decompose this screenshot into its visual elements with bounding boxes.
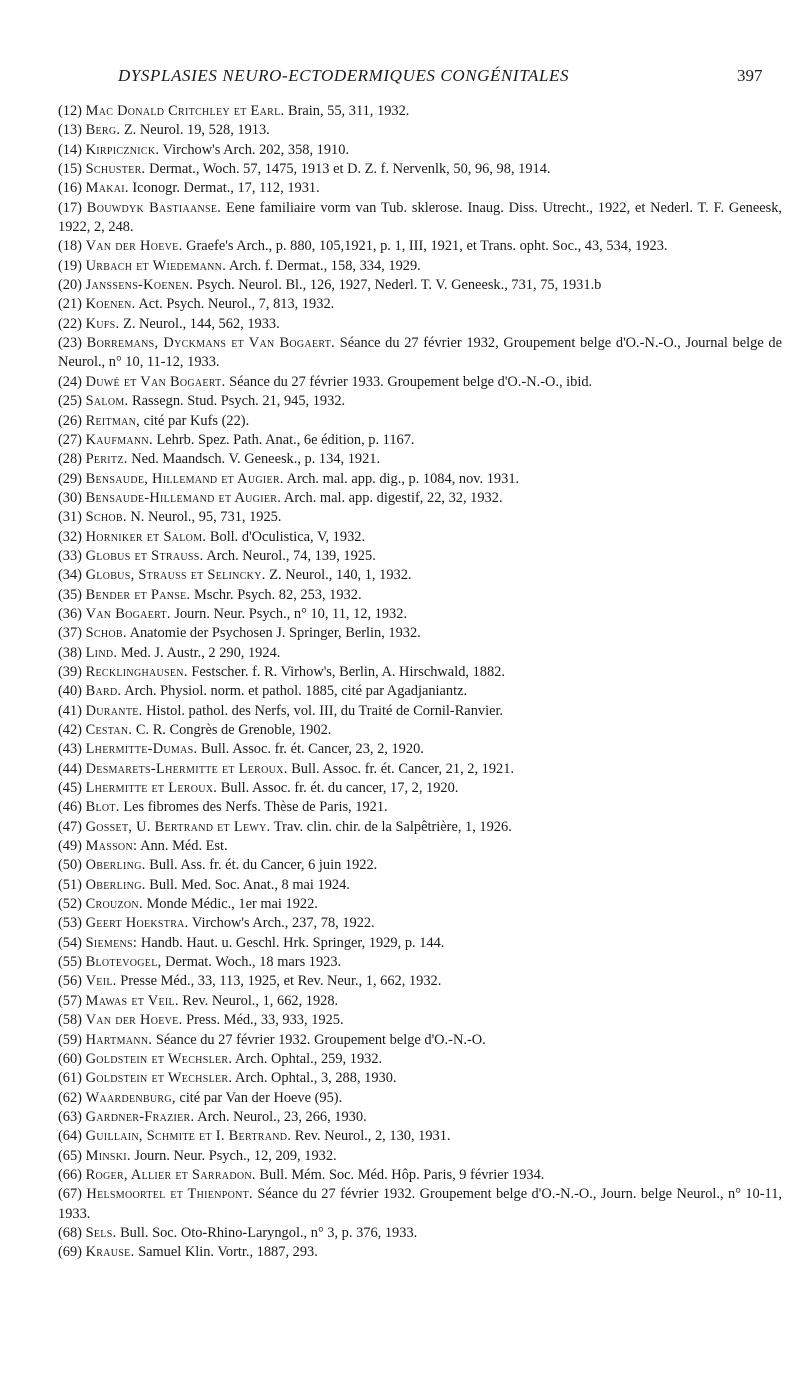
- reference-number: (57): [58, 992, 82, 1009]
- reference-number: (65): [58, 1147, 82, 1164]
- reference-entry: [58, 624, 782, 643]
- reference-number: (67): [58, 1186, 82, 1203]
- reference-citation: Anatomie der Psychosen J. Springer, Berlin, 1932.: [126, 625, 421, 642]
- reference-authors: Schuster.: [85, 161, 146, 178]
- reference-citation: Med. J. Austr., 2 290, 1924.: [117, 644, 281, 661]
- reference-number: (40): [58, 683, 82, 700]
- reference-entry: [58, 566, 782, 585]
- reference-citation: Rev. Neurol., 2, 130, 1931.: [291, 1128, 451, 1145]
- reference-citation: Handb. Haut. u. Geschl. Hrk. Springer, 1929, p. 144.: [137, 934, 445, 951]
- reference-number: (30): [58, 489, 82, 506]
- reference-citation: Presse Méd., 33, 113, 1925, et Rev. Neur., 1, 662, 1932.: [116, 973, 442, 990]
- reference-authors: Bouwdyk Bastiaanse.: [86, 199, 222, 216]
- reference-citation: Festscher. f. R. Virhow's, Berlin, A. Hirschwald, 1882.: [187, 663, 505, 680]
- reference-entry: [58, 760, 782, 779]
- reference-entry: [58, 1089, 782, 1108]
- reference-number: (37): [58, 625, 82, 642]
- reference-number: (62): [58, 1089, 82, 1106]
- reference-entry: [58, 373, 782, 392]
- reference-number: (50): [58, 857, 82, 874]
- reference-authors: Van der Hoeve.: [85, 1012, 183, 1029]
- reference-number: (28): [58, 451, 82, 468]
- reference-citation: Samuel Klin. Vortr., 1887, 293.: [134, 1244, 318, 1261]
- reference-citation: Ned. Maandsch. V. Geneesk., p. 134, 1921.: [127, 451, 381, 468]
- reference-authors: Duwé et Van Bogaert.: [85, 373, 226, 390]
- reference-number: (16): [58, 180, 82, 197]
- reference-number: (18): [58, 238, 82, 255]
- reference-entry: [58, 1166, 782, 1185]
- reference-citation: Boll. d'Oculistica, V, 1932.: [206, 528, 366, 545]
- reference-number: (61): [58, 1070, 82, 1087]
- reference-number: (12): [58, 103, 82, 119]
- running-header: [0, 66, 800, 90]
- reference-citation: Arch. mal. app. digestif, 22, 32, 1932.: [281, 489, 503, 506]
- reference-entry: [58, 876, 782, 895]
- reference-number: (43): [58, 741, 82, 758]
- reference-citation: cité par Kufs (22).: [140, 412, 250, 429]
- reference-entry: [58, 721, 782, 740]
- reference-number: (69): [58, 1244, 82, 1261]
- reference-number: (49): [58, 838, 82, 855]
- reference-citation: Iconogr. Dermat., 17, 112, 1931.: [128, 180, 320, 197]
- reference-authors: Minski.: [85, 1147, 131, 1164]
- reference-authors: Roger, Allier et Sarradon.: [85, 1166, 256, 1183]
- reference-authors: Veil.: [85, 973, 117, 990]
- reference-authors: Schob.: [85, 509, 127, 526]
- reference-authors: Guillain, Schmite et I. Bertrand.: [85, 1128, 292, 1145]
- reference-citation: Arch. f. Dermat., 158, 334, 1929.: [226, 257, 421, 274]
- reference-authors: Salom.: [85, 393, 129, 410]
- reference-authors: Mac Donald Critchley et Earl.: [85, 103, 285, 119]
- reference-authors: Durante.: [85, 702, 143, 719]
- reference-citation: Rev. Neurol., 1, 662, 1928.: [178, 992, 339, 1009]
- reference-citation: Eene familiaire vorm van Tub. sklerose. Inaug. Diss. Utrecht., 1922, et Nederl. T. F. Geneesk, 1922, 2, 248.: [58, 199, 782, 236]
- reference-number: (51): [58, 876, 82, 893]
- reference-number: (45): [58, 780, 82, 797]
- reference-citation: Séance du 27 février 1932. Groupement belge d'O.-N.-O.: [152, 1031, 486, 1048]
- reference-authors: Peritz.: [85, 451, 128, 468]
- reference-entry: [58, 489, 782, 508]
- reference-number: (58): [58, 1012, 82, 1029]
- reference-authors: Van der Hoeve.: [85, 238, 183, 255]
- reference-citation: Virchow's Arch. 202, 358, 1910.: [159, 141, 350, 158]
- reference-number: (33): [58, 547, 82, 564]
- reference-citation: Act. Psych. Neurol., 7, 813, 1932.: [135, 296, 335, 313]
- page-number: 397: [737, 66, 763, 85]
- reference-authors: Kirpicznick.: [85, 141, 160, 158]
- reference-authors: Reitman,: [85, 412, 141, 429]
- reference-number: (59): [58, 1031, 82, 1048]
- reference-authors: Globus et Strauss.: [85, 547, 204, 564]
- running-title: DYSPLASIES NEURO-ECTODERMIQUES CONGÉNITALES: [118, 66, 570, 85]
- reference-entry: [58, 1224, 782, 1243]
- reference-authors: Borremans, Dyckmans et Van Bogaert.: [86, 335, 336, 352]
- reference-authors: Blot.: [85, 799, 120, 816]
- reference-citation: Dermat. Woch., 18 mars 1923.: [161, 954, 342, 971]
- reference-citation: Arch. Neurol., 23, 266, 1930.: [194, 1108, 367, 1125]
- reference-authors: Makai.: [85, 180, 129, 197]
- reference-authors: Krause.: [85, 1244, 135, 1261]
- reference-authors: Bensaude-Hillemand et Augier.: [85, 489, 282, 506]
- reference-entry: [58, 179, 782, 198]
- reference-number: (41): [58, 702, 82, 719]
- reference-citation: Brain, 55, 311, 1932.: [284, 103, 410, 119]
- reference-entry: [58, 528, 782, 547]
- reference-number: (31): [58, 509, 82, 526]
- reference-citation: Arch. Ophtal., 3, 288, 1930.: [232, 1070, 397, 1087]
- reference-citation: Bull. Assoc. fr. ét. du cancer, 17, 2, 1920.: [217, 780, 459, 797]
- reference-entry: [58, 1031, 782, 1050]
- reference-entry: [58, 315, 782, 334]
- reference-entry: [58, 392, 782, 411]
- reference-citation: Bull. Mém. Soc. Méd. Hôp. Paris, 9 février 1934.: [255, 1166, 545, 1183]
- reference-authors: Goldstein et Wechsler.: [85, 1070, 233, 1087]
- reference-number: (21): [58, 296, 82, 313]
- reference-entry: [58, 1185, 782, 1224]
- reference-entry: [58, 1243, 782, 1262]
- reference-authors: Masson:: [85, 838, 138, 855]
- reference-citation: Arch. mal. app. dig., p. 1084, nov. 1931.: [283, 470, 520, 487]
- reference-number: (63): [58, 1108, 82, 1125]
- reference-number: (17): [58, 199, 82, 216]
- reference-entry: [58, 934, 782, 953]
- reference-authors: Lhermitte-Dumas.: [85, 741, 198, 758]
- reference-citation: Bull. Assoc. fr. ét. Cancer, 23, 2, 1920.: [197, 741, 424, 758]
- reference-entry: [58, 1069, 782, 1088]
- reference-number: (52): [58, 896, 82, 913]
- reference-authors: Helsmoortel et Thienpont.: [86, 1186, 253, 1203]
- reference-authors: Janssens-Koenen.: [85, 277, 194, 294]
- reference-citation: cité par Van der Hoeve (95).: [175, 1089, 343, 1106]
- reference-citation: Press. Méd., 33, 933, 1925.: [182, 1012, 344, 1029]
- reference-authors: Berg.: [85, 122, 121, 139]
- reference-authors: Gosset, U. Bertrand et Lewy.: [85, 818, 271, 835]
- reference-number: (46): [58, 799, 82, 816]
- reference-number: (32): [58, 528, 82, 545]
- reference-number: (25): [58, 393, 82, 410]
- reference-authors: Globus, Strauss et Selincky.: [85, 567, 266, 584]
- reference-entry: [58, 508, 782, 527]
- reference-citation: Les fibromes des Nerfs. Thèse de Paris, 1921.: [119, 799, 388, 816]
- reference-citation: Lehrb. Spez. Path. Anat., 6e édition, p. 1167.: [152, 431, 415, 448]
- reference-number: (34): [58, 567, 82, 584]
- reference-entry: [58, 334, 782, 373]
- reference-citation: Mschr. Psych. 82, 253, 1932.: [190, 586, 362, 603]
- reference-entry: [58, 1108, 782, 1127]
- reference-number: (36): [58, 605, 82, 622]
- reference-number: (27): [58, 431, 82, 448]
- reference-number: (35): [58, 586, 82, 603]
- reference-entry: [58, 1011, 782, 1030]
- reference-entry: [58, 450, 782, 469]
- reference-citation: Trav. clin. chir. de la Salpêtrière, 1, 1926.: [270, 818, 512, 835]
- reference-citation: Dermat., Woch. 57, 1475, 1913 et D. Z. f. Nervenlk, 50, 96, 98, 1914.: [145, 161, 551, 178]
- reference-entry: [58, 470, 782, 489]
- reference-entry: [58, 121, 782, 140]
- reference-entry: [58, 1050, 782, 1069]
- reference-authors: Kaufmann.: [85, 431, 153, 448]
- reference-authors: Urbach et Wiedemann.: [85, 257, 227, 274]
- reference-authors: Bender et Panse.: [85, 586, 191, 603]
- reference-citation: Bull. Soc. Oto-Rhino-Laryngol., n° 3, p. 376, 1933.: [116, 1224, 418, 1241]
- reference-citation: Bull. Assoc. fr. ét. Cancer, 21, 2, 1921.: [287, 760, 515, 777]
- reference-authors: Gardner-Frazier.: [85, 1108, 195, 1125]
- reference-authors: Lhermitte et Leroux.: [85, 780, 218, 797]
- reference-authors: Siemens:: [85, 934, 138, 951]
- reference-authors: Crouzon.: [85, 896, 143, 913]
- reference-authors: Schob.: [85, 625, 127, 642]
- reference-number: (42): [58, 722, 82, 738]
- reference-authors: Koenen.: [85, 296, 136, 313]
- reference-entry: [58, 199, 782, 238]
- reference-entry: [58, 412, 782, 431]
- reference-entry: [58, 798, 782, 817]
- reference-entry: [58, 779, 782, 798]
- reference-entry: [58, 605, 782, 624]
- reference-entry: [58, 586, 782, 605]
- reference-citation: Virchow's Arch., 237, 78, 1922.: [188, 915, 375, 932]
- reference-entry: [58, 702, 782, 721]
- reference-citation: Séance du 27 février 1932, Groupement belge d'O.-N.-O., Journal belge de Neurol., n° 10, 11-12, 1933.: [58, 335, 782, 371]
- reference-citation: Graefe's Arch., p. 880, 105,1921, p. 1, III, 1921, et Trans. opht. Soc., 43, 534, 1923.: [182, 238, 668, 255]
- reference-number: (20): [58, 277, 82, 294]
- reference-entry: [58, 1127, 782, 1146]
- reference-authors: Oberling.: [85, 857, 146, 874]
- reference-citation: Séance du 27 février 1932. Groupement belge d'O.-N.-O., Journ. belge Neurol., n° 10-11, 1933.: [58, 1186, 782, 1222]
- reference-authors: Desmarets-Lhermitte et Leroux.: [85, 760, 288, 777]
- reference-authors: Geert Hoekstra.: [85, 915, 189, 932]
- reference-authors: Oberling.: [85, 876, 146, 893]
- reference-citation: Z. Neurol. 19, 528, 1913.: [120, 122, 270, 139]
- reference-entry: [58, 295, 782, 314]
- reference-entry: [58, 895, 782, 914]
- reference-authors: Sels.: [85, 1224, 117, 1241]
- reference-number: (66): [58, 1166, 82, 1183]
- reference-entry: [58, 972, 782, 991]
- reference-entry: [58, 837, 782, 856]
- reference-authors: Lind.: [85, 644, 118, 661]
- reference-number: (60): [58, 1050, 82, 1067]
- reference-citation: Histol. pathol. des Nerfs, vol. III, du Traité de Cornil-Ranvier.: [142, 702, 504, 719]
- reference-authors: Blotevogel,: [85, 954, 162, 971]
- reference-entry: [58, 914, 782, 933]
- reference-entry: [58, 644, 782, 663]
- reference-number: (54): [58, 934, 82, 951]
- reference-entry: [58, 818, 782, 837]
- reference-entry: [58, 856, 782, 875]
- reference-entry: [58, 663, 782, 682]
- reference-entry: [58, 682, 782, 701]
- reference-number: (55): [58, 954, 82, 971]
- reference-entry: [58, 992, 782, 1011]
- reference-number: (29): [58, 470, 82, 487]
- reference-entry: [58, 102, 782, 121]
- reference-number: (14): [58, 141, 82, 158]
- reference-citation: Z. Neurol., 144, 562, 1933.: [119, 315, 280, 332]
- reference-number: (26): [58, 412, 82, 429]
- reference-authors: Cestan.: [85, 722, 133, 738]
- reference-citation: Monde Médic., 1er mai 1922.: [142, 896, 318, 913]
- reference-number: (13): [58, 122, 82, 139]
- reference-number: (19): [58, 257, 82, 274]
- reference-citation: N. Neurol., 95, 731, 1925.: [126, 509, 282, 526]
- reference-number: (15): [58, 161, 82, 178]
- reference-citation: Psych. Neurol. Bl., 126, 1927, Nederl. T. V. Geneesk., 731, 75, 1931.b: [193, 277, 602, 294]
- reference-list: [58, 102, 782, 1263]
- reference-citation: Séance du 27 février 1933. Groupement belge d'O.-N.-O., ibid.: [225, 373, 593, 390]
- reference-authors: Goldstein et Wechsler.: [85, 1050, 233, 1067]
- reference-authors: Van Bogaert.: [85, 605, 171, 622]
- reference-entry: [58, 547, 782, 566]
- reference-authors: Kufs.: [85, 315, 120, 332]
- reference-authors: Waardenburg,: [85, 1089, 176, 1106]
- reference-authors: Recklinghausen.: [85, 663, 188, 680]
- reference-number: (68): [58, 1224, 82, 1241]
- reference-citation: Arch. Ophtal., 259, 1932.: [232, 1050, 383, 1067]
- reference-number: (64): [58, 1128, 82, 1145]
- reference-authors: Bensaude, Hillemand et Augier.: [85, 470, 284, 487]
- reference-entry: [58, 1147, 782, 1166]
- reference-citation: C. R. Congrès de Grenoble, 1902.: [132, 722, 332, 738]
- reference-citation: Arch. Physiol. norm. et pathol. 1885, cité par Agadjaniantz.: [121, 683, 468, 700]
- reference-authors: Bard.: [85, 683, 122, 700]
- reference-entry: [58, 257, 782, 276]
- reference-number: (22): [58, 315, 82, 332]
- reference-citation: Bull. Ass. fr. ét. du Cancer, 6 juin 1922.: [145, 857, 378, 874]
- reference-number: (24): [58, 373, 82, 390]
- reference-citation: Z. Neurol., 140, 1, 1932.: [265, 567, 412, 584]
- reference-citation: Rassegn. Stud. Psych. 21, 945, 1932.: [128, 393, 346, 410]
- reference-citation: Arch. Neurol., 74, 139, 1925.: [203, 547, 376, 564]
- reference-number: (56): [58, 973, 82, 990]
- reference-entry: [58, 237, 782, 256]
- reference-citation: Ann. Méd. Est.: [137, 838, 228, 855]
- reference-authors: Hartmann.: [85, 1031, 153, 1048]
- reference-citation: Bull. Med. Soc. Anat., 8 mai 1924.: [145, 876, 350, 893]
- reference-number: (39): [58, 663, 82, 680]
- reference-citation: Journ. Neur. Psych., n° 10, 11, 12, 1932.: [170, 605, 408, 622]
- reference-authors: Mawas et Veil.: [85, 992, 179, 1009]
- reference-authors: Horniker et Salom.: [85, 528, 207, 545]
- reference-entry: [58, 276, 782, 295]
- reference-entry: [58, 141, 782, 160]
- reference-entry: [58, 431, 782, 450]
- reference-number: (38): [58, 644, 82, 661]
- reference-number: (44): [58, 760, 82, 777]
- reference-entry: [58, 740, 782, 759]
- reference-entry: [58, 953, 782, 972]
- reference-number: (23): [58, 335, 82, 352]
- reference-number: (53): [58, 915, 82, 932]
- reference-citation: Journ. Neur. Psych., 12, 209, 1932.: [130, 1147, 337, 1164]
- reference-entry: [58, 160, 782, 179]
- reference-number: (47): [58, 818, 82, 835]
